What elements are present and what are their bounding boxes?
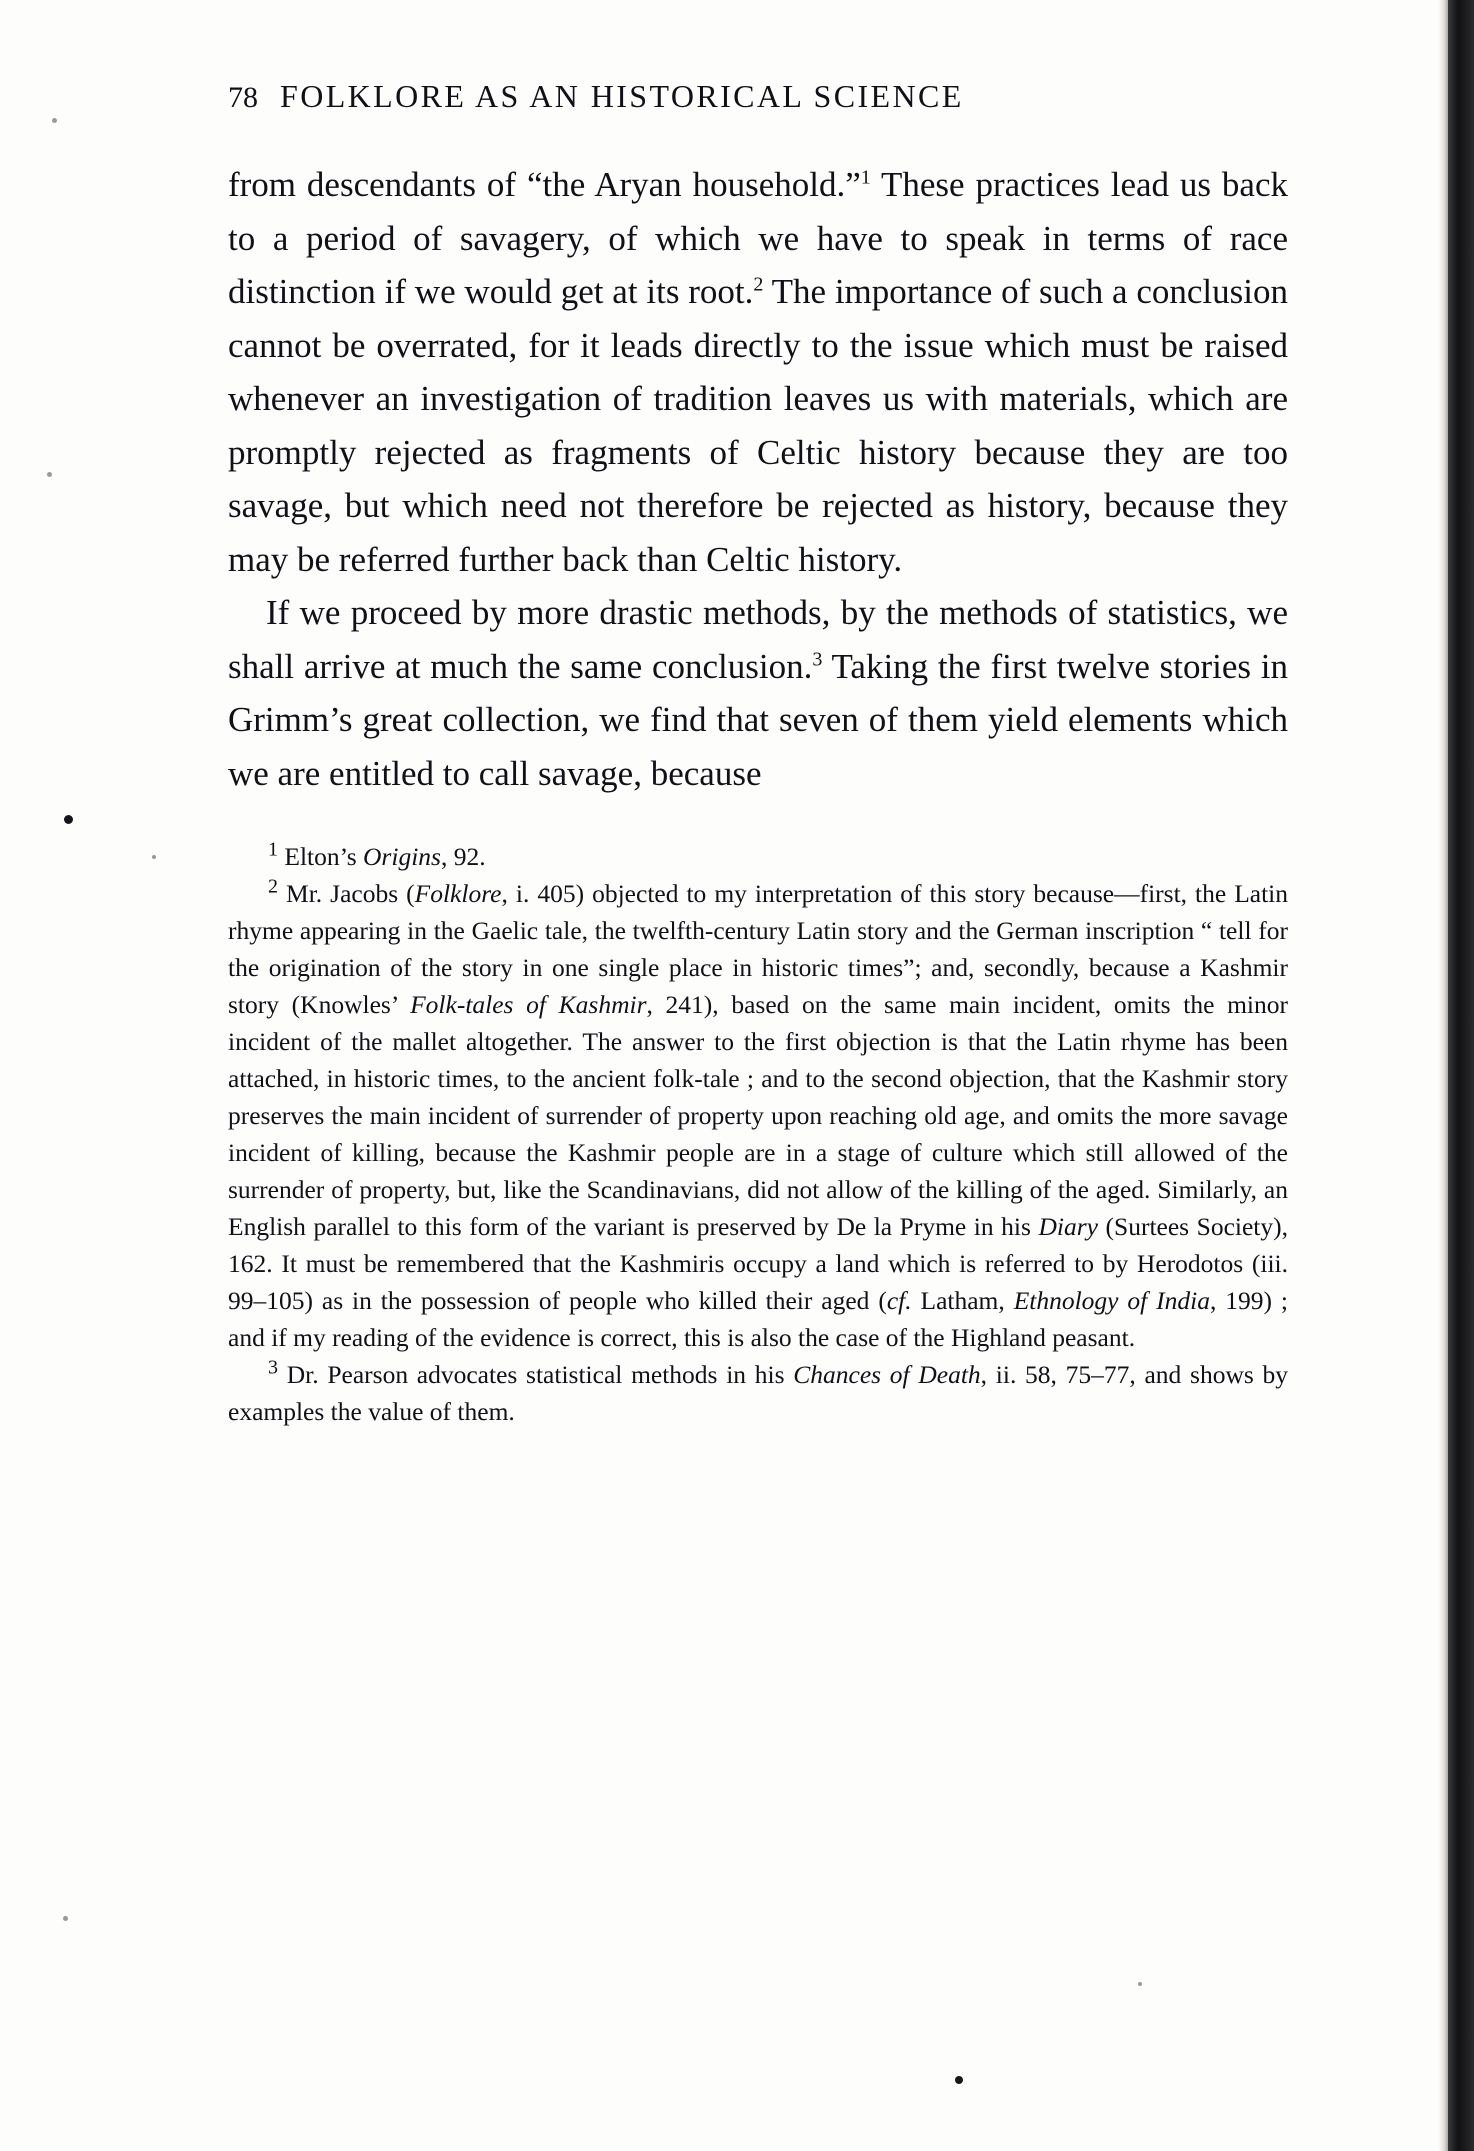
footnote-text: Elton’s	[284, 842, 364, 871]
footnote-text: Latham,	[911, 1286, 1014, 1315]
paragraph-1	[228, 158, 1288, 586]
footnote-text: , 92.	[440, 842, 486, 871]
footnote-title: Folklore	[414, 879, 502, 908]
paper-speck	[52, 118, 57, 123]
footnote-marker: 2	[268, 875, 278, 898]
footnote-title: Origins	[363, 842, 441, 871]
footnote-text: Dr. Pearson advocates statistical methods in his	[286, 1360, 794, 1389]
book-binding-edge	[1448, 0, 1474, 2151]
footnote-marker: 1	[268, 838, 278, 861]
footnote-ref-3[interactable]: 3	[812, 647, 823, 670]
paragraph-2-text-b: Taking the first twelve stories in Grimm’s great collection, we find that seven of them yield elements which we are entitled to call savage, because	[228, 646, 1288, 793]
footnote-ref-1[interactable]: 1	[860, 166, 871, 189]
paragraph-1-text-a: from descendants of “the Aryan household.”	[228, 165, 861, 204]
footnote-title: cf.	[886, 1286, 912, 1315]
footnote-title: Chances of Death	[793, 1360, 981, 1389]
footnote-text: , ii. 58, 75–77, and shows by examples the value of them.	[228, 1360, 1289, 1426]
page-gutter-shadow	[1438, 0, 1448, 2151]
running-head: FOLKLORE AS AN HISTORICAL SCIENCE	[280, 78, 964, 114]
paragraph-1-text-c: The importance of such a conclusion cannot be overrated, for it leads directly to the issue which must be raised whenever an investigation of tradition leaves us with materials, which are promptly rejected as fragments of Celtic history because they are too savage, but which need not therefore be rejected as history, because they may be referred further back than Celtic history.	[228, 272, 1288, 579]
page-content	[228, 0, 1348, 2151]
footnote-text: Mr. Jacobs (	[286, 879, 415, 908]
paper-speck	[152, 855, 156, 859]
footnote	[228, 838, 1288, 875]
margin-ink-dot	[64, 815, 73, 824]
paper-speck	[47, 472, 52, 477]
footnote-text: , 199) ; and if my reading of the evidence is correct, this is also the case of the Highland peasant.	[228, 1286, 1288, 1352]
footnote-title: Diary	[1038, 1212, 1098, 1241]
footnote-marker: 3	[268, 1356, 278, 1379]
footnote-text: , 241), based on the same main incident, omits the minor incident of the mallet altogether. The answer to the first objection is that the Latin rhyme has been attached, in historic times, to the ancient folk-tale ; and to the second objection, that the Kashmir story preserves the main incident of surrender of property upon reaching old age, and omits the more savage incident of killing, because the Kashmir people are in a stage of culture which still allowed of the surrender of property, but, like the Scandinavians, did not allow of the killing of the aged. Similarly, an English parallel to this form of the variant is preserved by De la Pryme in his	[228, 990, 1289, 1241]
footnote-title: Ethnology of India	[1013, 1286, 1210, 1315]
page-number: 78	[228, 81, 258, 114]
footnote	[228, 1356, 1288, 1430]
paragraph-2	[228, 586, 1288, 800]
paragraph-1-text-b: These practices lead us back to a period of savagery, of which we have to speak in terms of race distinction if we would get at its root.	[228, 165, 1288, 311]
footnote-ref-2[interactable]: 2	[753, 273, 764, 296]
body-text	[228, 158, 1288, 800]
footnote-title: Folk-tales of Kashmir	[410, 990, 647, 1019]
paper-speck	[63, 1916, 68, 1921]
footnote-text: , i. 405) objected to my interpretation of this story because—first, the Latin rhyme appearing in the Gaelic tale, the twelfth-century Latin story and the German inscription “ tell for the origination of the story in one single place in historic times”; and, secondly, because a Kashmir story (Knowles’	[228, 879, 1289, 1019]
footnotes-section	[228, 838, 1288, 1430]
paragraph-2-text-a: If we proceed by more drastic methods, by the methods of statistics, we shall arrive at much the same conclusion.	[228, 593, 1288, 686]
page-header	[228, 78, 1348, 116]
footnote-text: (Surtees Society), 162. It must be remembered that the Kashmiris occupy a land which is referred to by Herodotos (iii. 99–105) as in the possession of people who killed their aged (	[228, 1212, 1288, 1315]
footnote	[228, 875, 1288, 1356]
